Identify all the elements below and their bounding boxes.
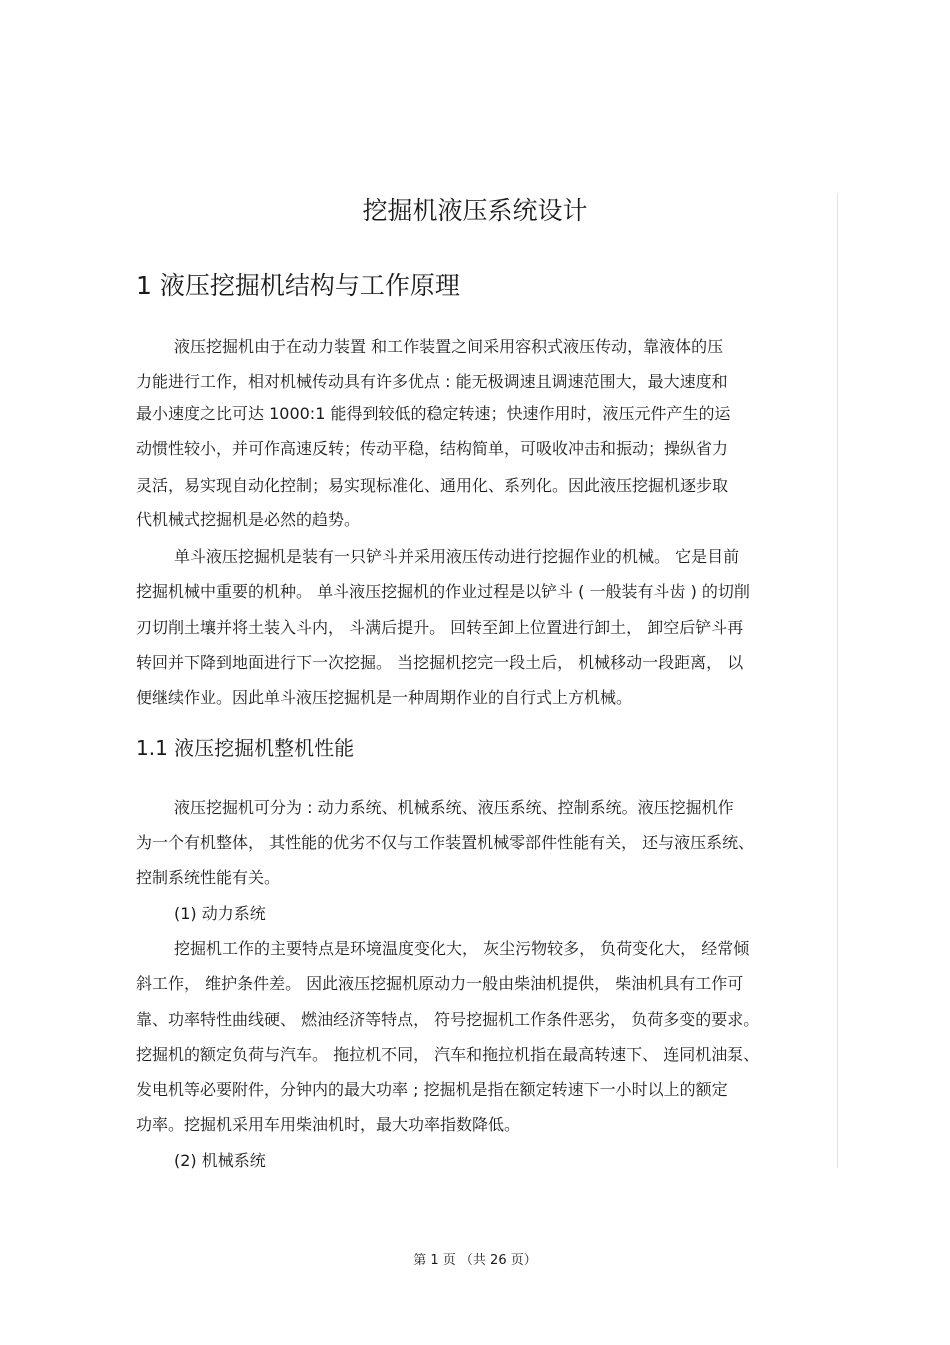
paragraph-line: 斜工作， 维护条件差。 因此液压挖掘机原动力一般由柴油机提供， 柴油机具有工作可 xyxy=(136,974,744,993)
paragraph-line: 功率。挖掘机采用车用柴油机时，最大功率指数降低。 xyxy=(136,1115,521,1134)
list-item-power-system: (1) 动力系统 xyxy=(174,904,266,923)
paragraph-line: 靠、功率特性曲线硬、 燃油经济等特点， 符号挖掘机工作条件恶劣， 负荷多变的要求。 xyxy=(136,1010,760,1029)
paragraph-line: 挖掘机工作的主要特点是环境温度变化大， 灰尘污物较多， 负荷变化大， 经常倾 xyxy=(174,939,750,958)
section-heading-1-1: 1.1 液压挖掘机整机性能 xyxy=(136,736,355,760)
paragraph-line: 力能进行工作，相对机械传动具有许多优点 : 能无极调速且调速范围大，最大速度和 xyxy=(136,372,728,391)
paragraph-line: 便继续作业。因此单斗液压挖掘机是一种周期作业的自行式上方机械。 xyxy=(136,688,633,707)
right-margin-rule xyxy=(837,193,838,1168)
document-title: 挖掘机液压系统设计 xyxy=(362,196,588,225)
paragraph-line: 灵活，易实现自动化控制；易实现标准化、通用化、系列化。因此液压挖掘机逐步取 xyxy=(136,476,729,495)
paragraph-line: 挖掘机械中重要的机种。 单斗液压挖掘机的作业过程是以铲斗 ( 一般装有斗齿 ) 的切削 xyxy=(136,582,750,601)
paragraph-line: 液压挖掘机可分为 : 动力系统、机械系统、液压系统、控制系统。液压挖掘机作 xyxy=(174,798,734,817)
paragraph-line: 代机械式挖掘机是必然的趋势。 xyxy=(136,510,361,529)
page-footer: 第 1 页 （共 26 页） xyxy=(413,1253,537,1268)
paragraph-line: 挖掘机的额定负荷与汽车。 拖拉机不同， 汽车和拖拉机指在最高转速下、 连同机油泵、 xyxy=(136,1045,760,1064)
paragraph-line: 动惯性较小，并可作高速反转；传动平稳，结构简单，可吸收冲击和振动；操纵省力 xyxy=(136,439,729,458)
paragraph-line: 刃切削土壤并将土装入斗内， 斗满后提升。 回转至卸上位置进行卸土， 卸空后铲斗再 xyxy=(136,618,744,637)
paragraph-line: 控制系统性能有关。 xyxy=(136,868,281,887)
paragraph-line: 发电机等必要附件，分钟内的最大功率 ; 挖掘机是指在额定转速下一小时以上的额定 xyxy=(136,1080,728,1099)
paragraph-line: 单斗液压挖掘机是装有一只铲斗并采用液压传动进行挖掘作业的机械。 它是目前 xyxy=(174,547,740,566)
list-item-mechanical-system: (2) 机械系统 xyxy=(174,1151,266,1170)
section-heading-1: 1 液压挖掘机结构与工作原理 xyxy=(136,271,460,300)
paragraph-line: 最小速度之比可达 1000:1 能得到较低的稳定转速；快速作用时，液压元件产生的运 xyxy=(136,404,731,423)
paragraph-line: 为一个有机整体， 其性能的优劣不仅与工作装置机械零部件性能有关， 还与液压系统、 xyxy=(136,833,755,852)
paragraph-line: 转回并下降到地面进行下一次挖掘。 当挖掘机挖完一段土后， 机械移动一段距离， 以 xyxy=(136,653,744,672)
paragraph-line: 液压挖掘机由于在动力装置 和工作装置之间采用容积式液压传动，靠液体的压 xyxy=(174,337,724,356)
